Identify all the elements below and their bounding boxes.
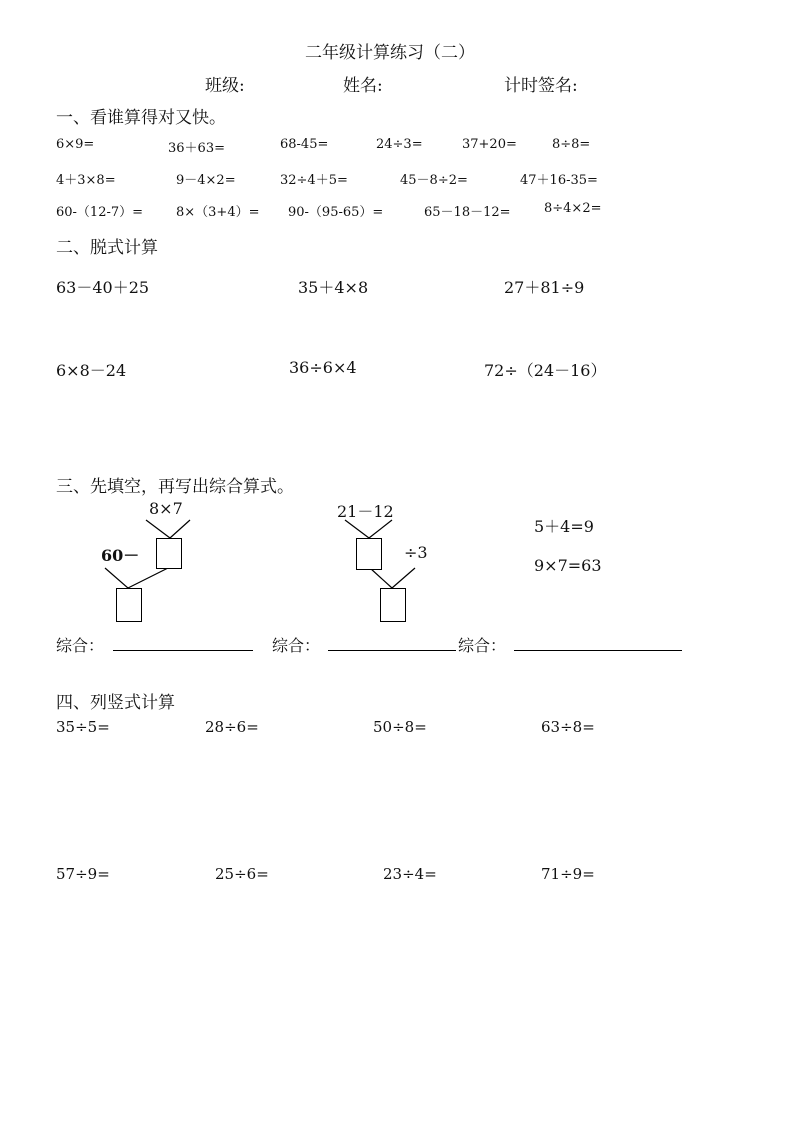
stepwise-problem: 27＋81÷9 bbox=[504, 278, 585, 297]
diagram2-answer-box-lower[interactable] bbox=[380, 588, 406, 622]
combined-answer-line-1[interactable] bbox=[113, 650, 253, 651]
diagram1-left-operand: 60－ bbox=[101, 546, 140, 565]
quick-problem: 37+20= bbox=[462, 137, 517, 152]
stepwise-problem: 6×8－24 bbox=[56, 361, 127, 380]
combined-answer-line-3[interactable] bbox=[514, 650, 682, 651]
class-label: 班级: bbox=[205, 76, 245, 96]
section1-heading: 一、看谁算得对又快。 bbox=[56, 108, 226, 128]
vertical-problem: 50÷8= bbox=[373, 718, 427, 736]
quick-problem: 8÷4×2= bbox=[544, 201, 602, 216]
stepwise-problem: 63－40＋25 bbox=[56, 278, 150, 297]
stepwise-problem: 36÷6×4 bbox=[289, 358, 357, 377]
stepwise-problem: 72÷（24－16） bbox=[484, 361, 607, 380]
combined-answer-line-2[interactable] bbox=[328, 650, 456, 651]
section2-heading: 二、脱式计算 bbox=[56, 238, 158, 258]
combined-label: 综合： bbox=[458, 636, 507, 655]
combined-label: 综合： bbox=[56, 636, 105, 655]
quick-problem: 6×9= bbox=[56, 137, 95, 152]
vertical-problem: 71÷9= bbox=[541, 865, 595, 883]
quick-problem: 24÷3= bbox=[376, 137, 423, 152]
vertical-problem: 57÷9= bbox=[56, 865, 110, 883]
quick-problem: 47＋16-35= bbox=[520, 173, 598, 188]
diagram2-answer-box-upper[interactable] bbox=[356, 538, 382, 570]
diagram1-answer-box-upper[interactable] bbox=[156, 538, 182, 569]
quick-problem: 65－18－12= bbox=[424, 205, 511, 220]
quick-problem: 9－4×2= bbox=[176, 173, 236, 188]
diagram3-step2: 9×7=63 bbox=[534, 556, 602, 575]
vertical-problem: 25÷6= bbox=[215, 865, 269, 883]
quick-problem: 60-（12-7）= bbox=[56, 205, 144, 220]
vertical-problem: 63÷8= bbox=[541, 718, 595, 736]
diagram1-top-expression: 8×7 bbox=[149, 499, 183, 518]
quick-problem: 8÷8= bbox=[552, 137, 591, 152]
quick-problem: 36＋63= bbox=[168, 141, 225, 156]
quick-problem: 4＋3×8= bbox=[56, 173, 116, 188]
page-title: 二年级计算练习（二） bbox=[305, 43, 475, 63]
vertical-problem: 28÷6= bbox=[205, 718, 259, 736]
sign-label: 计时签名: bbox=[504, 76, 578, 96]
quick-problem: 8×（3+4）= bbox=[176, 205, 260, 220]
vertical-problem: 23÷4= bbox=[383, 865, 437, 883]
section3-heading: 三、先填空，再写出综合算式。 bbox=[56, 477, 294, 497]
diagram1-answer-box-lower[interactable] bbox=[116, 588, 142, 622]
quick-problem: 32÷4＋5= bbox=[280, 173, 348, 188]
vertical-problem: 35÷5= bbox=[56, 718, 110, 736]
diagram2-top-expression: 21－12 bbox=[337, 502, 394, 521]
name-label: 姓名: bbox=[343, 76, 383, 96]
quick-problem: 68-45= bbox=[280, 137, 329, 152]
quick-problem: 90-（95-65）= bbox=[288, 205, 384, 220]
combined-label: 综合： bbox=[272, 636, 321, 655]
section4-heading: 四、列竖式计算 bbox=[56, 693, 175, 713]
diagram3-step1: 5＋4=9 bbox=[534, 517, 594, 536]
stepwise-problem: 35＋4×8 bbox=[298, 278, 369, 297]
quick-problem: 45－8÷2= bbox=[400, 173, 468, 188]
diagram2-right-operand: ÷3 bbox=[404, 543, 428, 562]
